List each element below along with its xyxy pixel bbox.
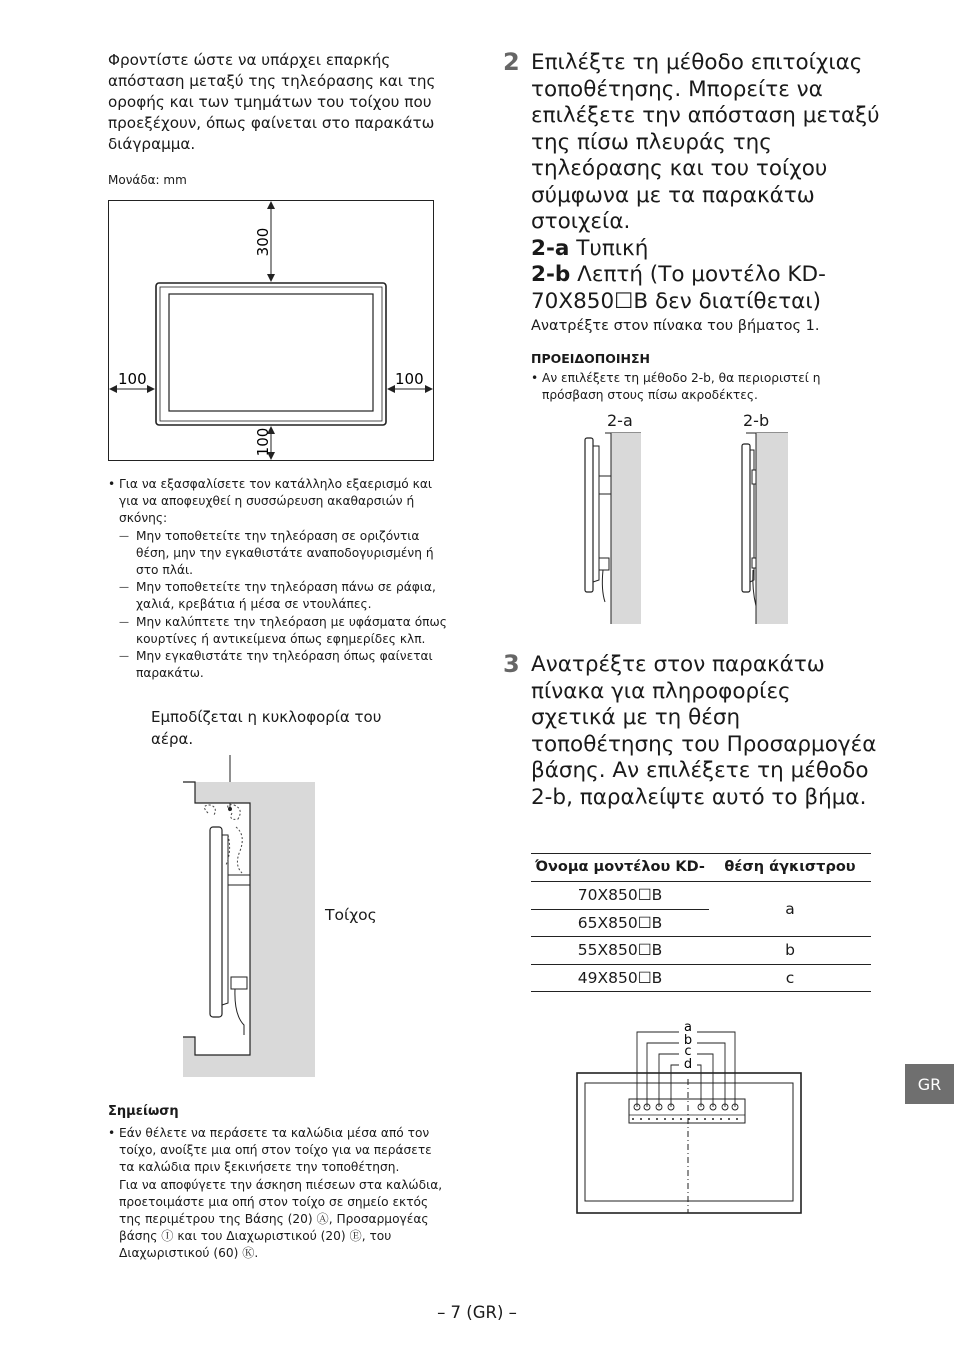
language-tab: GR [905, 1064, 954, 1104]
table-cell-model: 70X850☐B [531, 882, 709, 910]
note-text-2: Για να αποφύγετε την άσκηση πιέσεων στα καλώδια, προετοιμάστε μια οπή στον τοίχο σε σημείο εκτός της περιμέτρου της Βάσης (20) Ⓐ, Προσαρμογέας βάσης Ⓘ και του Διαχωριστικού (20) Ⓔ, του Διαχωριστικού (60) Ⓚ. [119, 1177, 443, 1261]
intro-paragraph: Φροντίστε ώστε να υπάρχει επαρκής απόσταση μεταξύ της τηλεόρασης και της οροφής και των τμημάτων του τοίχου που προεξέχουν, όπως φαίνεται στο παρακάτω διάγραμμα. [108, 51, 436, 153]
note-body: • Εάν θέλετε να περάσετε τα καλώδια μέσα από τον τοίχο, ανοίξτε μια οπή στον τοίχο για να περάσετε τα καλώδια πριν ξεκινήσετε την τοποθέτηση. Για να αποφύγετε την άσκηση πιέσεων στα καλώδια, προετοιμάστε μια οπή στον τοίχο σε σημείο εκτός της περιμέτρου της Βάσης (20) Ⓐ, Προσαρμογέας βάσης Ⓘ και του Διαχωριστικού (20) Ⓔ, του Διαχωριστικού (60) Ⓚ. [108, 1125, 443, 1263]
option-a-code: 2-a [531, 235, 570, 261]
table-row [531, 882, 871, 910]
table-header-model: Όνομα μοντέλου KD- [531, 854, 709, 882]
table-cell-model: 65X850☐B [531, 909, 709, 937]
list-item: — Μην εγκαθιστάτε την τηλεόραση όπως φαίνεται παρακάτω. [108, 648, 448, 682]
clearance-diagram [108, 200, 438, 464]
method-2b-illustration [732, 430, 792, 626]
hook-position-table [531, 853, 871, 992]
step-3-number: 3 [503, 650, 520, 678]
ventilation-intro: • Για να εξασφαλίσετε τον κατάλληλο εξαερισμό και για να αποφευχθεί η συσσώρευση ακαθαρσιών ή σκόνης: [108, 476, 448, 528]
step-2-number: 2 [503, 48, 520, 76]
unit-label: Μονάδα: mm [108, 173, 187, 187]
hook-label-b: b [683, 1033, 693, 1048]
clearance-bottom-value: 100 [254, 427, 272, 457]
hook-label-c: c [684, 1044, 692, 1059]
list-item: — Μην τοποθετείτε την τηλεόραση σε οριζόντια θέση, μην την εγκαθιστάτε αναποδογυρισμένη ή στο πλάι. [108, 528, 448, 580]
blocked-airflow-illustration [180, 755, 320, 1080]
clearance-left-value: 100 [118, 370, 147, 388]
wall-label: Τοίχος [325, 906, 377, 924]
step-2-reference: Ανατρέξτε στον πίνακα του βήματος 1. [531, 318, 820, 334]
table-cell-hook: a [709, 882, 871, 937]
table-cell-model: 55X850☐B [531, 937, 709, 965]
hook-position-diagram [575, 1017, 805, 1217]
option-b-text: Λεπτή (Το μοντέλο KD-70X850☐B δεν διατίθεται) [531, 262, 826, 314]
table-header-hook: θέση άγκιστρου [709, 854, 871, 882]
note-text-1: Εάν θέλετε να περάσετε τα καλώδια μέσα από τον τοίχο, ανοίξτε μια οπή στον τοίχο για να περάσετε τα καλώδια πριν ξεκινήσετε την τοποθέτηση. [119, 1126, 432, 1175]
method-2b-label: 2-b [743, 411, 770, 430]
table-row [531, 937, 871, 965]
table-cell-model: 49X850☐B [531, 964, 709, 992]
clearance-right-value: 100 [395, 370, 424, 388]
airflow-label: Εμποδίζεται η κυκλοφορία του αέρα. [151, 708, 382, 748]
list-item: — Μην τοποθετείτε την τηλεόραση πάνω σε ράφια, χαλιά, κρεβάτια ή μέσα σε ντουλάπες. [108, 579, 448, 613]
list-item: — Μην καλύπτετε την τηλεόραση με υφάσματα όπως κουρτίνες ή αντικείμενα όπως εφημερίδες κλπ. [108, 614, 448, 648]
method-2a-label: 2-a [607, 411, 633, 430]
step-2-text [531, 50, 881, 315]
page-number: – 7 (GR) – [437, 1303, 517, 1322]
method-2a-illustration [575, 430, 647, 626]
caution-text: • Αν επιλέξετε τη μέθοδο 2-b, θα περιοριστεί η πρόσβαση στους πίσω ακροδέκτες. [531, 371, 821, 402]
clearance-top-value: 300 [254, 227, 272, 257]
table-cell-hook: b [709, 937, 871, 965]
note-title: Σημείωση [108, 1104, 179, 1119]
table-cell-hook: c [709, 964, 871, 992]
hook-label-a: a [684, 1020, 692, 1035]
step-3-text: Ανατρέξτε στον παρακάτω πίνακα για πληροφορίες σχετικά με τη θέση τοποθέτησης του Προσαρμογέα βάσης. Αν επιλέξετε τη μέθοδο 2-b, παραλείψτε αυτό το βήμα. [531, 652, 877, 810]
step-2-instruction: Επιλέξτε τη μέθοδο επιτοίχιας τοποθέτησης. Μπορείτε να επιλέξετε την απόσταση μεταξύ της πίσω πλευράς της τηλεόρασης και του τοίχου σύμφωνα με τα παρακάτω στοιχεία. [531, 50, 880, 234]
caution-title: ΠΡΟΕΙΔΟΠΟΙΗΣΗ [531, 351, 650, 366]
ventilation-list [108, 476, 448, 682]
caution-body: Αν επιλέξετε τη μέθοδο 2-b, θα περιοριστεί η πρόσβαση στους πίσω ακροδέκτες. [542, 371, 821, 402]
option-a-text: Τυπική [576, 235, 649, 261]
option-b-code: 2-b [531, 262, 571, 287]
table-row [531, 964, 871, 992]
hook-label-d: d [683, 1057, 693, 1072]
